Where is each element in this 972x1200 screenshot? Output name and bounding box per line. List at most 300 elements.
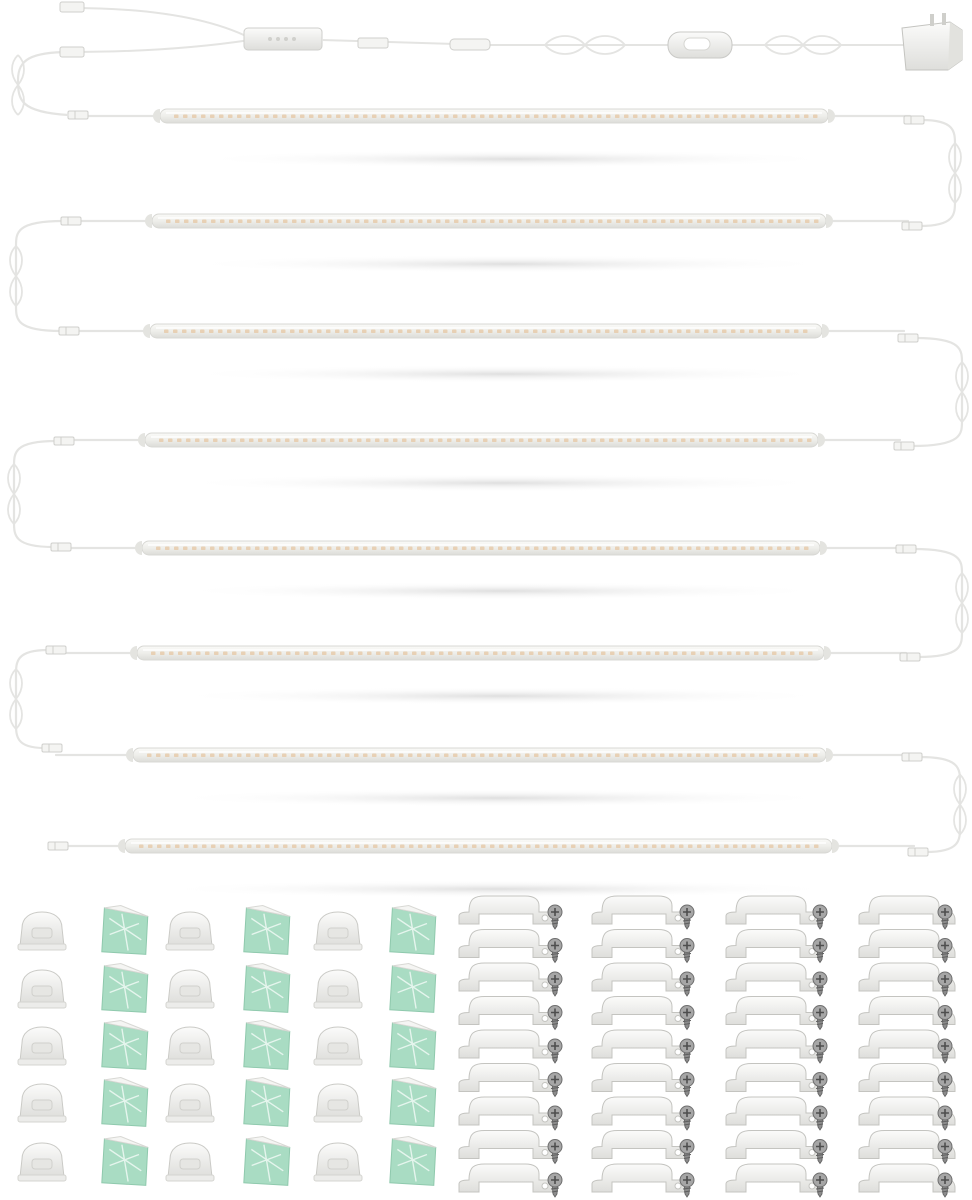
led-chip: [164, 330, 169, 334]
bar-end-cap: [822, 324, 829, 338]
mounting-bracket-icon: [726, 896, 822, 924]
led-chip: [470, 330, 475, 334]
adhesive-pad-icon: [242, 1019, 293, 1072]
led-chip: [364, 220, 369, 224]
led-chip: [633, 547, 638, 551]
led-chip: [211, 845, 216, 849]
bracket-body: [726, 1064, 822, 1092]
led-chip: [367, 652, 372, 656]
bracket-body: [592, 930, 688, 958]
led-chip: [583, 652, 588, 656]
led-chip: [301, 845, 306, 849]
bracket-hole: [542, 982, 548, 988]
led-chip: [331, 652, 336, 656]
led-chip: [534, 115, 539, 119]
led-chip: [399, 547, 404, 551]
led-chip: [699, 439, 704, 443]
splitter-hub: [244, 28, 322, 50]
led-chip: [156, 547, 161, 551]
led-chip: [412, 652, 417, 656]
led-chip: [688, 220, 693, 224]
screw-icon: [813, 1039, 827, 1063]
led-chip: [556, 652, 561, 656]
led-chip: [417, 754, 422, 758]
led-chip: [336, 754, 341, 758]
led-chip: [211, 220, 216, 224]
led-chip: [480, 115, 485, 119]
led-chip: [516, 547, 521, 551]
led-chip: [448, 652, 453, 656]
led-chip: [778, 220, 783, 224]
led-chip: [697, 845, 702, 849]
cable-clip-icon: [166, 1143, 214, 1181]
cable-clip-icon: [18, 1143, 66, 1181]
led-chip: [598, 220, 603, 224]
led-chip: [578, 330, 583, 334]
connector-cable: [827, 548, 906, 653]
led-chip: [184, 220, 189, 224]
led-chip: [274, 220, 279, 224]
led-chip: [736, 652, 741, 656]
led-chip: [805, 220, 810, 224]
led-chip: [547, 652, 552, 656]
screw-icon: [548, 1106, 562, 1130]
bracket-body: [592, 1164, 688, 1192]
led-chip: [256, 220, 261, 224]
led-chip: [268, 652, 273, 656]
led-chip: [490, 845, 495, 849]
led-chip: [708, 439, 713, 443]
led-chip: [372, 115, 377, 119]
led-chip: [814, 845, 819, 849]
mounting-bracket-icon: [459, 997, 555, 1025]
led-chip: [516, 754, 521, 758]
bracket-body: [592, 997, 688, 1025]
led-chip: [673, 652, 678, 656]
led-chip: [664, 652, 669, 656]
led-chip: [309, 547, 314, 551]
led-chip: [660, 115, 665, 119]
led-chip: [204, 439, 209, 443]
led-light-bar: [135, 541, 827, 555]
inline-connector: [358, 38, 388, 48]
connector-plug: [894, 442, 914, 450]
led-chip: [634, 845, 639, 849]
led-chip: [249, 439, 254, 443]
adhesive-pad-icon: [100, 904, 151, 957]
clip-base: [314, 1059, 362, 1065]
led-chip: [553, 220, 558, 224]
led-chip: [562, 220, 567, 224]
plug-body: [898, 334, 918, 342]
connector-cable: [14, 441, 56, 547]
led-chip: [238, 845, 243, 849]
led-chip: [169, 652, 174, 656]
led-chip: [255, 115, 260, 119]
led-chip: [533, 330, 538, 334]
led-chip: [417, 547, 422, 551]
led-chip: [643, 220, 648, 224]
led-chip: [560, 330, 565, 334]
led-chip: [156, 754, 161, 758]
screw-icon: [813, 939, 827, 963]
led-chip: [246, 754, 251, 758]
led-chip: [286, 652, 291, 656]
led-chip: [300, 547, 305, 551]
led-chip: [382, 845, 387, 849]
bracket-body: [459, 896, 555, 924]
led-chip: [382, 220, 387, 224]
led-chip: [328, 220, 333, 224]
screw-icon: [548, 1073, 562, 1097]
led-chip: [345, 754, 350, 758]
led-chip: [749, 330, 754, 334]
led-chip: [543, 547, 548, 551]
mounting-bracket-icon: [459, 963, 555, 991]
led-chip: [408, 754, 413, 758]
mounting-bracket-icon: [459, 1030, 555, 1058]
led-chip: [489, 547, 494, 551]
led-chip: [696, 547, 701, 551]
led-chip: [498, 754, 503, 758]
led-chip: [543, 754, 548, 758]
led-chip: [381, 754, 386, 758]
led-chip: [471, 115, 476, 119]
led-chip: [426, 754, 431, 758]
led-chip: [751, 220, 756, 224]
connector-plug: [59, 327, 79, 335]
led-chip: [606, 754, 611, 758]
led-chip: [465, 439, 470, 443]
bar-shadow: [172, 582, 830, 600]
led-chip: [771, 439, 776, 443]
led-chip: [804, 547, 809, 551]
led-chip: [740, 330, 745, 334]
bracket-body: [726, 963, 822, 991]
led-chip: [499, 220, 504, 224]
led-chip: [750, 547, 755, 551]
splitter-vent: [284, 37, 288, 41]
led-chip: [718, 652, 723, 656]
mounting-bracket-icon: [459, 1097, 555, 1125]
led-chip: [607, 845, 612, 849]
led-chip: [210, 547, 215, 551]
connector-plug: [904, 116, 924, 124]
led-chip: [551, 330, 556, 334]
led-chip: [175, 220, 180, 224]
mounting-bracket-icon: [459, 1064, 555, 1092]
led-chip: [209, 330, 214, 334]
bracket-body: [592, 1131, 688, 1159]
screw-icon: [680, 1006, 694, 1030]
led-chip: [695, 330, 700, 334]
led-chip: [524, 330, 529, 334]
led-chip: [301, 220, 306, 224]
led-chip: [160, 652, 165, 656]
led-chip: [508, 845, 513, 849]
bar-housing: [150, 324, 822, 338]
adhesive-pad-icon: [242, 1135, 293, 1188]
adapter-prong: [942, 13, 946, 25]
led-chip: [632, 330, 637, 334]
led-chip: [357, 439, 362, 443]
bracket-body: [726, 930, 822, 958]
led-chip: [544, 845, 549, 849]
led-chip: [542, 330, 547, 334]
led-chip: [457, 652, 462, 656]
connector-cable: [18, 52, 70, 115]
led-chip: [427, 220, 432, 224]
led-chip: [373, 845, 378, 849]
bar-end-cap: [145, 214, 152, 228]
led-chip: [741, 754, 746, 758]
adhesive-pad-icon: [242, 962, 293, 1015]
led-chip: [182, 330, 187, 334]
connector-plug: [46, 646, 66, 654]
led-chip: [330, 439, 335, 443]
adhesive-pad-icon: [242, 1076, 293, 1129]
led-chip: [346, 220, 351, 224]
led-chip: [300, 115, 305, 119]
clip-base: [314, 1002, 362, 1008]
bar-end-cap: [138, 433, 145, 447]
led-chip: [220, 845, 225, 849]
led-chip: [768, 115, 773, 119]
led-chip: [723, 115, 728, 119]
led-chip: [390, 754, 395, 758]
led-chip: [669, 547, 674, 551]
led-chip: [633, 115, 638, 119]
led-chip: [490, 220, 495, 224]
led-chip: [277, 652, 282, 656]
led-chip: [247, 845, 252, 849]
cable-clip-icon: [166, 1084, 214, 1122]
clip-base: [166, 1175, 214, 1181]
led-chip: [462, 115, 467, 119]
plug-body: [900, 653, 920, 661]
led-chip: [186, 439, 191, 443]
screw-icon: [680, 905, 694, 929]
led-chip: [668, 330, 673, 334]
bar-end-cap: [828, 109, 835, 123]
connector-plug: [51, 543, 71, 551]
led-chip: [591, 439, 596, 443]
led-chip: [795, 754, 800, 758]
inline-connector: [450, 39, 490, 50]
led-chip: [538, 652, 543, 656]
led-chip: [354, 547, 359, 551]
led-chip: [435, 754, 440, 758]
led-chip: [393, 439, 398, 443]
led-chip: [436, 845, 441, 849]
led-chip: [655, 652, 660, 656]
mounting-bracket-icon: [592, 930, 688, 958]
clip-slot: [32, 1159, 52, 1169]
led-chip: [363, 115, 368, 119]
led-chip: [148, 845, 153, 849]
led-chip: [303, 439, 308, 443]
led-chip: [546, 439, 551, 443]
led-chip: [308, 330, 313, 334]
splitter-plug: [60, 47, 84, 57]
led-chip: [256, 845, 261, 849]
led-chip: [529, 652, 534, 656]
led-chip: [363, 754, 368, 758]
led-chip: [679, 845, 684, 849]
led-chip: [380, 330, 385, 334]
led-chip: [398, 330, 403, 334]
mounting-bracket-icon: [592, 1030, 688, 1058]
led-chip: [705, 547, 710, 551]
screw-icon: [938, 1039, 952, 1063]
bracket-hole: [675, 949, 681, 955]
led-chip: [726, 439, 731, 443]
led-chip: [596, 330, 601, 334]
led-chip: [643, 845, 648, 849]
led-chip: [183, 547, 188, 551]
led-chip: [507, 547, 512, 551]
led-chip: [777, 754, 782, 758]
plug-body: [68, 111, 88, 119]
led-chip: [313, 652, 318, 656]
led-light-bar: [145, 214, 833, 228]
plug-body: [59, 327, 79, 335]
led-chip: [516, 115, 521, 119]
led-chip: [525, 754, 530, 758]
led-chip: [722, 330, 727, 334]
led-chip: [714, 547, 719, 551]
led-chip: [777, 115, 782, 119]
bar-end-cap: [118, 839, 125, 853]
led-chip: [543, 115, 548, 119]
cable-layer: [8, 52, 968, 856]
led-chip: [165, 547, 170, 551]
led-chip: [686, 330, 691, 334]
led-chip: [318, 547, 323, 551]
bracket-hole: [675, 1116, 681, 1122]
mounting-bracket-icon: [592, 1097, 688, 1125]
led-chip: [687, 115, 692, 119]
clip-base: [18, 944, 66, 950]
plug-body: [904, 116, 924, 124]
led-chip: [201, 115, 206, 119]
connector-cable: [914, 549, 962, 657]
led-chip: [687, 547, 692, 551]
screw-icon: [938, 1073, 952, 1097]
led-chip: [745, 652, 750, 656]
led-chip: [804, 115, 809, 119]
adhesive-pad-icon: [100, 1135, 151, 1188]
led-chip: [760, 845, 765, 849]
led-chip: [434, 330, 439, 334]
cable-clip-icon: [166, 1027, 214, 1065]
clip-base: [18, 1175, 66, 1181]
led-chip: [285, 439, 290, 443]
led-chip: [587, 330, 592, 334]
led-chip: [373, 220, 378, 224]
led-chip: [192, 115, 197, 119]
cable-clip-icon: [166, 970, 214, 1008]
led-chip: [714, 754, 719, 758]
led-chip: [193, 845, 198, 849]
led-chip: [670, 845, 675, 849]
plug-body: [896, 545, 916, 553]
bar-end-cap: [135, 541, 142, 555]
screw-icon: [680, 939, 694, 963]
bar-shadow: [190, 150, 838, 168]
led-chip: [174, 547, 179, 551]
power-cable-layer: [60, 2, 962, 70]
led-chip: [453, 754, 458, 758]
clip-slot: [180, 1100, 200, 1110]
mounting-bracket-icon: [592, 1131, 688, 1159]
led-chip: [704, 330, 709, 334]
mounting-bracket-icon: [592, 896, 688, 924]
led-chip: [291, 754, 296, 758]
led-chip: [337, 220, 342, 224]
led-chip: [403, 652, 408, 656]
led-chip: [537, 439, 542, 443]
screw-icon: [813, 1140, 827, 1164]
led-chip: [618, 439, 623, 443]
clip-base: [18, 1116, 66, 1122]
cable-clip-icon: [18, 1027, 66, 1065]
bar-end-cap: [153, 109, 160, 123]
mounting-bracket-icon: [726, 1164, 822, 1192]
led-chip: [247, 220, 252, 224]
led-chip: [438, 439, 443, 443]
screw-icon: [548, 1173, 562, 1197]
plug-body: [42, 744, 62, 752]
led-chip: [321, 439, 326, 443]
led-chip: [210, 754, 215, 758]
led-chip: [195, 439, 200, 443]
led-chip: [651, 547, 656, 551]
screw-icon: [938, 1106, 952, 1130]
led-chip: [319, 845, 324, 849]
led-chip: [273, 754, 278, 758]
led-chip: [274, 845, 279, 849]
led-chip: [715, 220, 720, 224]
led-chip: [628, 652, 633, 656]
led-chip: [462, 547, 467, 551]
led-chip: [606, 547, 611, 551]
led-chip: [588, 115, 593, 119]
led-chip: [580, 220, 585, 224]
led-chip: [641, 330, 646, 334]
led-chip: [346, 845, 351, 849]
bracket-body: [592, 896, 688, 924]
led-chip: [677, 330, 682, 334]
clip-slot: [32, 986, 52, 996]
led-light-bar: [153, 109, 835, 123]
led-chip: [364, 845, 369, 849]
led-chip: [642, 754, 647, 758]
bracket-hole: [542, 1150, 548, 1156]
led-chip: [187, 652, 192, 656]
bracket-hole: [675, 1016, 681, 1022]
led-chip: [290, 330, 295, 334]
bracket-hole: [675, 982, 681, 988]
led-chip: [282, 547, 287, 551]
led-chip: [452, 330, 457, 334]
led-chip: [265, 845, 270, 849]
clip-base: [166, 1059, 214, 1065]
led-chip: [408, 115, 413, 119]
led-chip: [601, 652, 606, 656]
led-chip: [259, 652, 264, 656]
led-chip: [264, 115, 269, 119]
